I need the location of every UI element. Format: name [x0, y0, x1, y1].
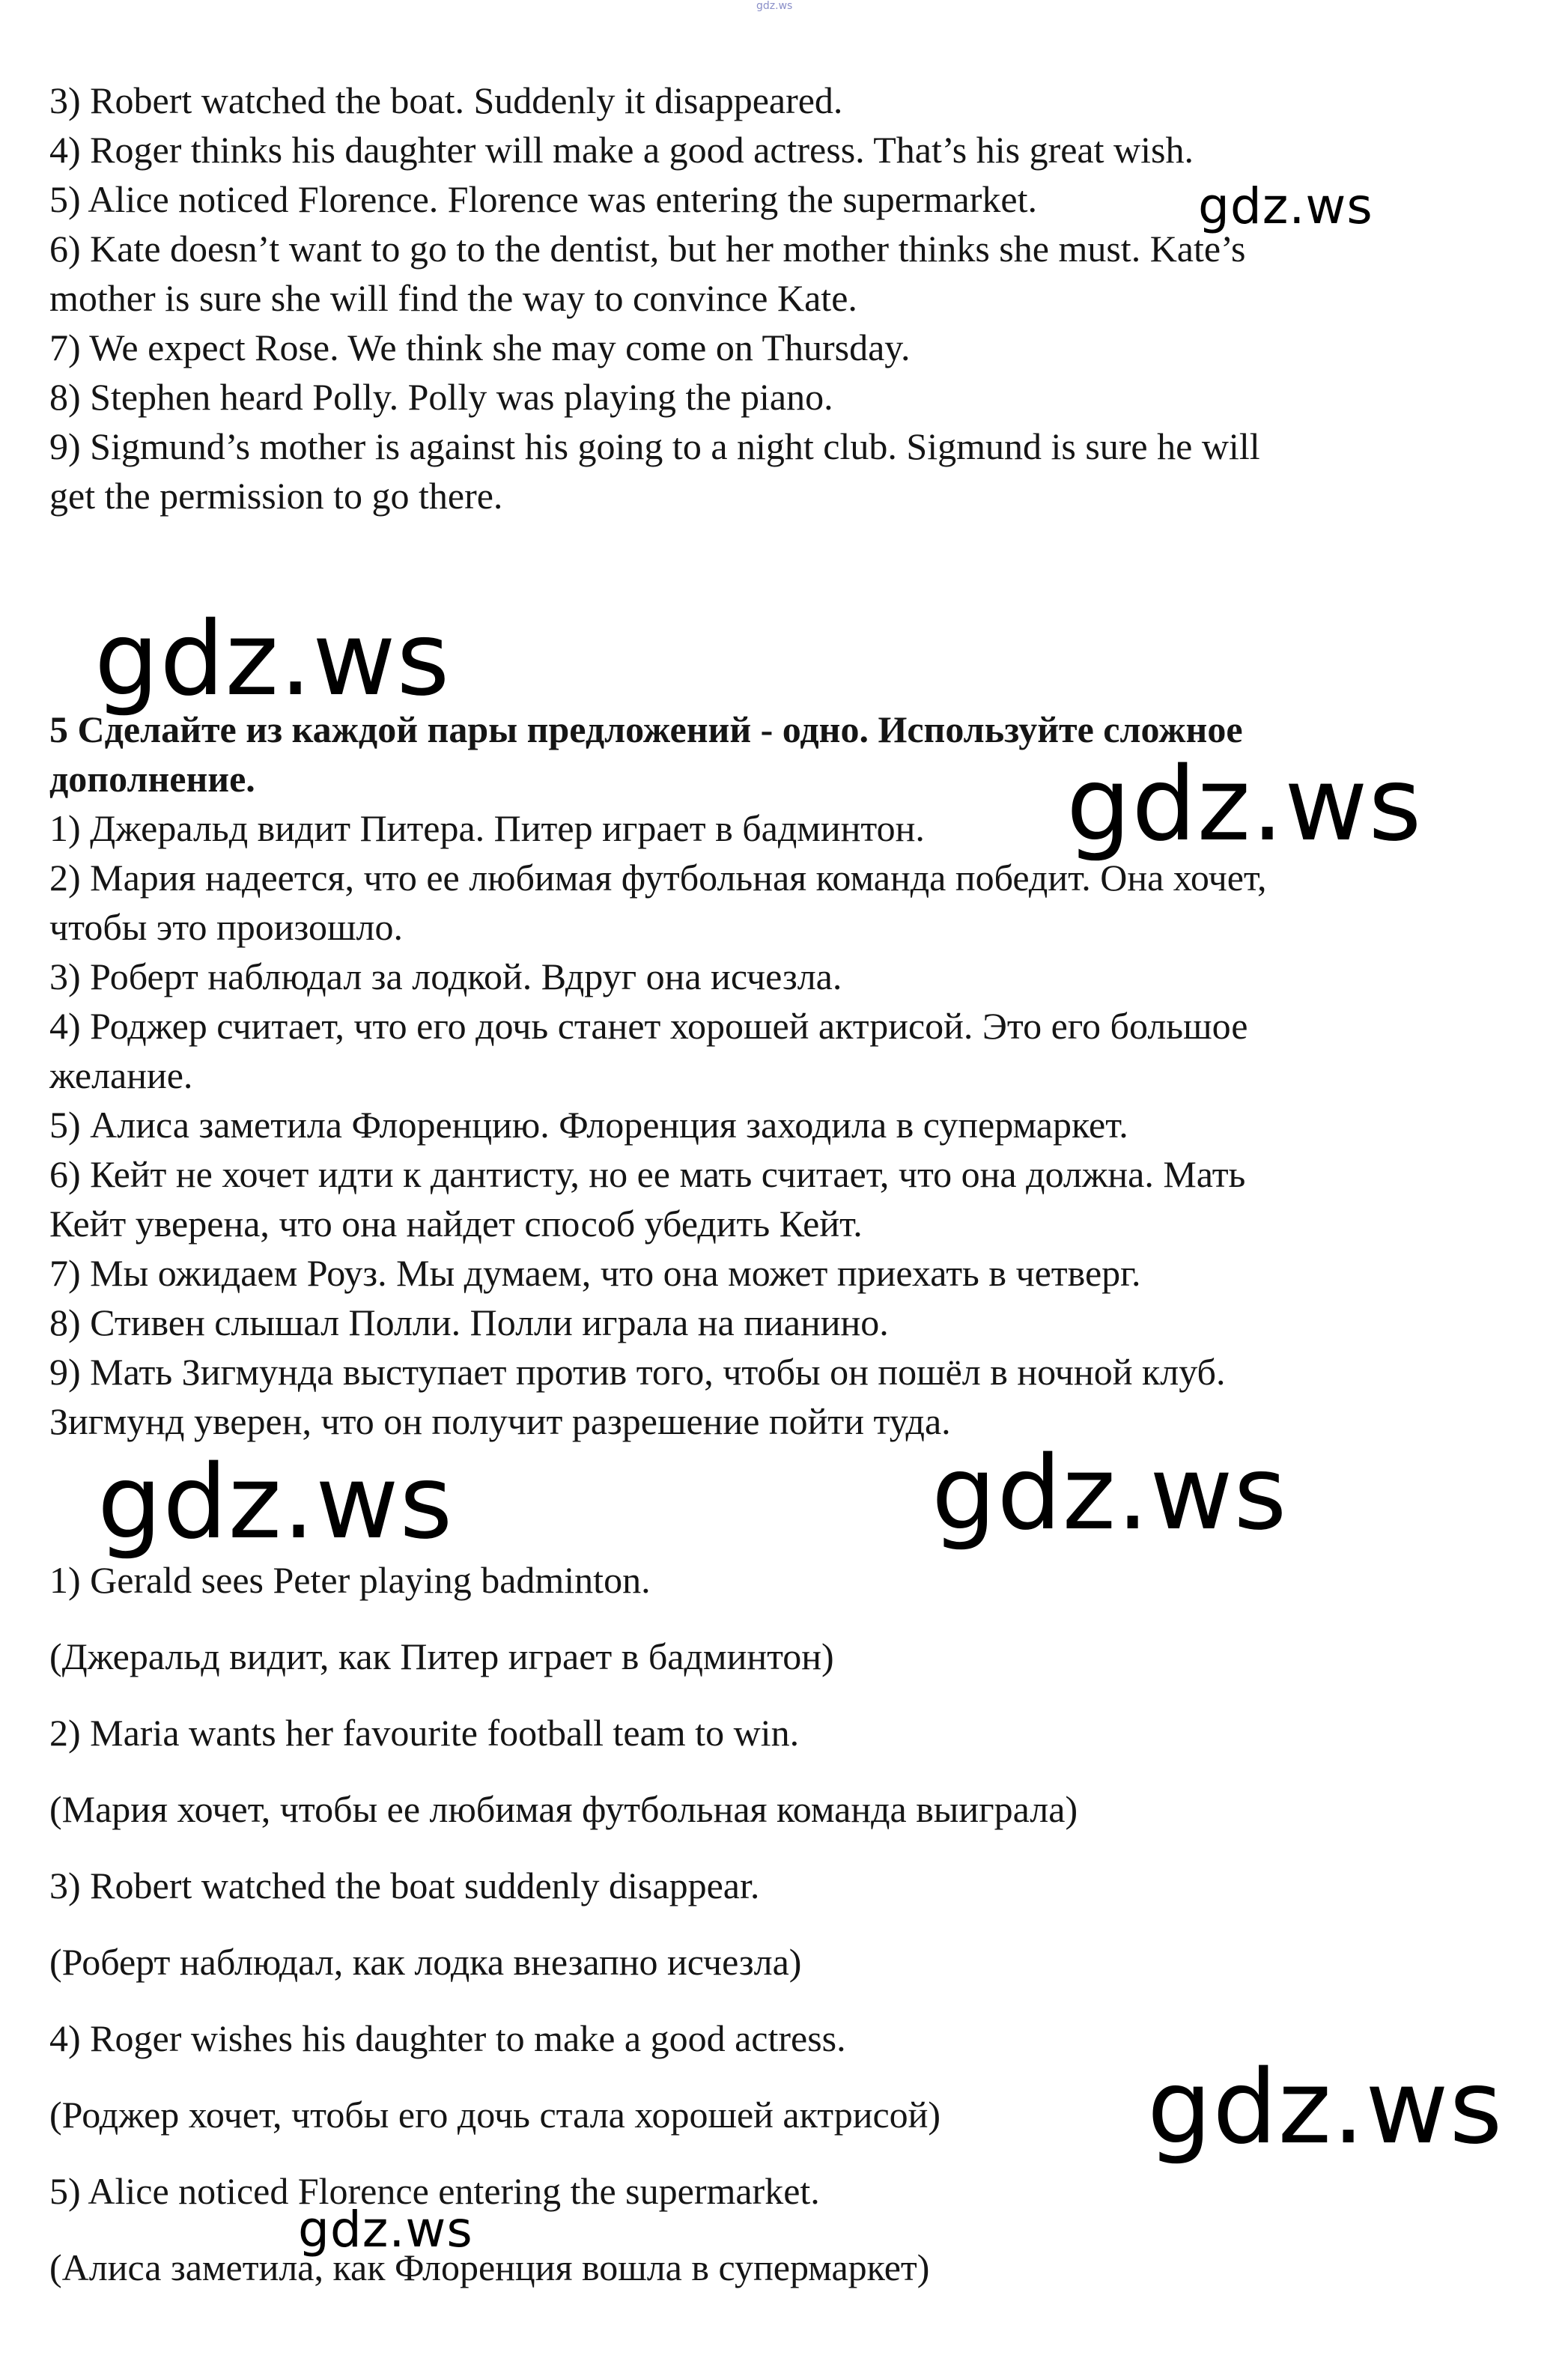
watermark: gdz.ws [1147, 2049, 1504, 2167]
answer-english: 3) Robert watched the boat suddenly disappear. [49, 1865, 760, 1906]
task-line: 3) Роберт наблюдал за лодкой. Вдруг она исчезла. [49, 955, 842, 997]
exercise-line: 3) Robert watched the boat. Suddenly it disappeared. [49, 79, 843, 121]
answer-english: 5) Alice noticed Florence entering the supermarket. [49, 2170, 820, 2212]
answer-russian: (Алиса заметила, как Флоренция вошла в супермаркет) [49, 2246, 930, 2288]
task-line: 7) Мы ожидаем Роуз. Мы думаем, что она может приехать в четверг. [49, 1252, 1141, 1294]
exercise-line: 6) Kate doesn’t want to go to the dentist, but her mother thinks she must. Kate’s [49, 228, 1246, 270]
watermark: gdz.ws [97, 1444, 454, 1562]
task-line: 8) Стивен слышал Полли. Полли играла на пианино. [49, 1301, 889, 1343]
task-line: 5) Алиса заметила Флоренцию. Флоренция заходила в супермаркет. [49, 1104, 1128, 1146]
answer-english: 1) Gerald sees Peter playing badminton. [49, 1559, 651, 1601]
exercise-line: 7) We expect Rose. We think she may come on Thursday. [49, 326, 911, 368]
answer-russian: (Роберт наблюдал, как лодка внезапно исчезла) [49, 1941, 802, 1983]
task-line: 6) Кейт не хочет идти к дантисту, но ее мать считает, что она должна. Мать [49, 1153, 1246, 1195]
watermark: gdz.ws [932, 1435, 1288, 1553]
exercise-line: get the permission to go there. [49, 475, 503, 517]
task-line: 2) Мария надеется, что ее любимая футбольная команда победит. Она хочет, [49, 857, 1267, 899]
task-line: 1) Джеральд видит Питера. Питер играет в бадминтон. [49, 807, 925, 849]
top-watermark: gdz.ws [756, 0, 793, 12]
answer-russian: (Мария хочет, чтобы ее любимая футбольная команда выиграла) [49, 1788, 1078, 1830]
answer-english: 4) Roger wishes his daughter to make a good actress. [49, 2017, 846, 2059]
watermark: gdz.ws [298, 2201, 473, 2258]
exercise-line: 8) Stephen heard Polly. Polly was playing the piano. [49, 376, 833, 418]
watermark: gdz.ws [1066, 746, 1423, 864]
task-line: чтобы это произошло. [49, 906, 403, 948]
watermark: gdz.ws [94, 601, 451, 719]
task-line: желание. [49, 1054, 193, 1096]
exercise-line: 4) Roger thinks his daughter will make a good actress. That’s his great wish. [49, 129, 1194, 171]
task-line: Кейт уверена, что она найдет способ убедить Кейт. [49, 1203, 863, 1245]
task-line: 9) Мать Зигмунда выступает против того, чтобы он пошёл в ночной клуб. [49, 1351, 1226, 1393]
answer-russian: (Роджер хочет, чтобы его дочь стала хорошей актрисой) [49, 2094, 941, 2136]
answer-english: 2) Maria wants her favourite football team to win. [49, 1712, 800, 1754]
exercise-line: mother is sure she will find the way to convince Kate. [49, 277, 857, 319]
watermark: gdz.ws [1198, 177, 1373, 235]
exercise-line: 5) Alice noticed Florence. Florence was entering the supermarket. [49, 178, 1037, 220]
task-heading: дополнение. [49, 758, 255, 800]
task-line: Зигмунд уверен, что он получит разрешение пойти туда. [49, 1400, 951, 1442]
task-heading: 5 Сделайте из каждой пары предложений - одно. Используйте сложное [49, 708, 1243, 750]
answer-russian: (Джеральд видит, как Питер играет в бадминтон) [49, 1635, 834, 1677]
exercise-line: 9) Sigmund’s mother is against his going to a night club. Sigmund is sure he will [49, 425, 1260, 467]
task-line: 4) Роджер считает, что его дочь станет хорошей актрисой. Это его большое [49, 1005, 1248, 1047]
